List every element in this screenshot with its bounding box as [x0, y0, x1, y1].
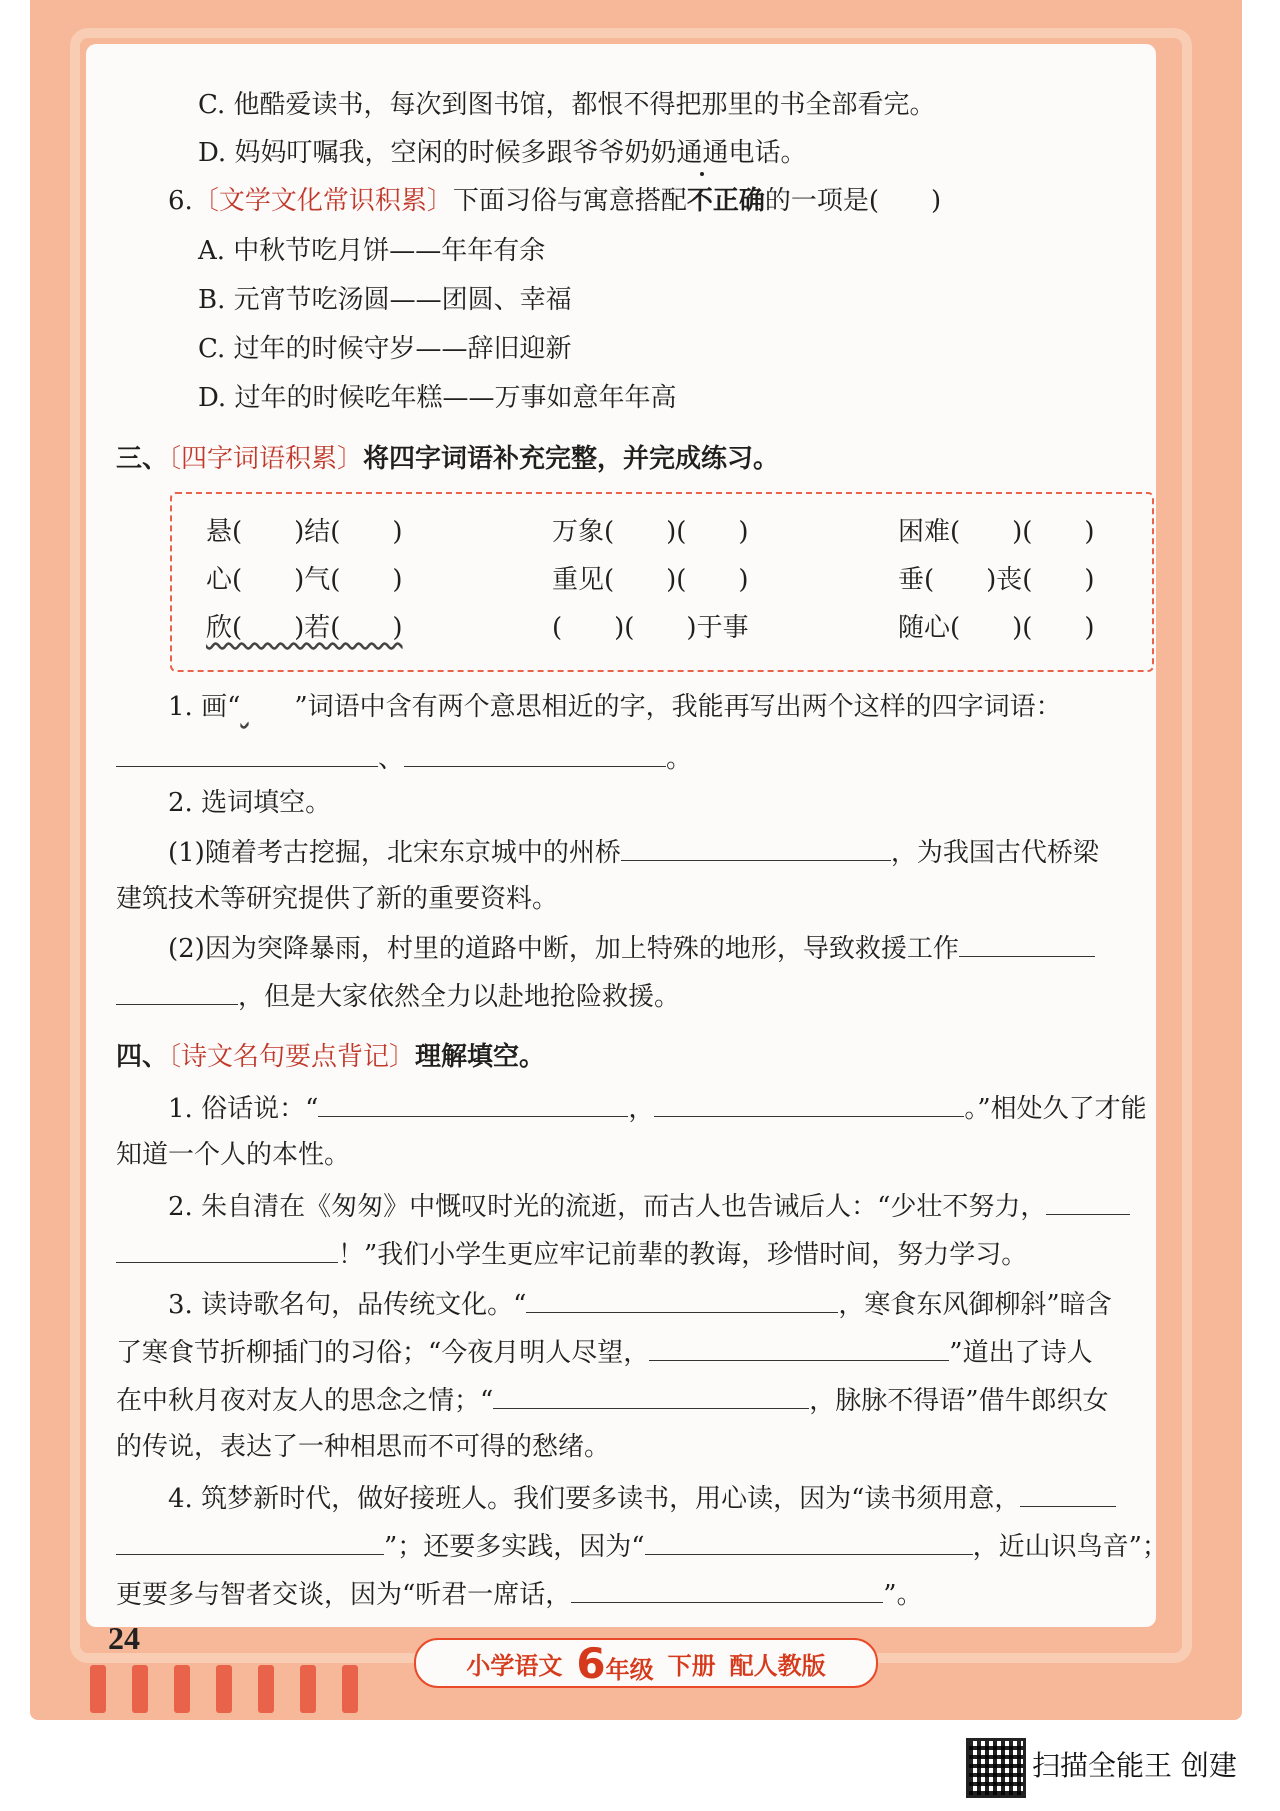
answer-blank-15[interactable] [645, 1528, 973, 1555]
section3-tag: 〔四字词语积累〕 [168, 444, 364, 474]
q6-stem [168, 184, 941, 218]
section4-q3-post: ，寒食东风御柳斜”暗含 [838, 1290, 1112, 1320]
section3-q1-end: 。 [666, 744, 693, 774]
q6-tag: 〔文学文化常识积累〕 [192, 186, 453, 216]
answer-blank-8[interactable] [1046, 1188, 1130, 1215]
idiom-2-3: 垂( )丧( ) [898, 565, 1095, 595]
section4-q3 [168, 1286, 1112, 1322]
section4-heading [116, 1040, 545, 1074]
section3-q1-answers [116, 740, 692, 776]
section3-q1-sep: 、 [378, 744, 405, 774]
series-grade-group [576, 1639, 653, 1688]
section4-q1-pre: 1. 俗话说：“ [168, 1094, 319, 1124]
section4-q3-line2 [116, 1334, 1093, 1370]
section4-q3-line3-pre: 在中秋月夜对友人的思念之情；“ [116, 1386, 494, 1416]
section3-q2-title: 2. 选词填空。 [168, 788, 332, 818]
section3-heading [116, 442, 779, 476]
answer-blank-3[interactable] [621, 834, 891, 861]
idiom-2-1: 心( )气( ) [206, 565, 403, 595]
section4-q4-line2-post: ，近山识鸟音”； [972, 1532, 1168, 1562]
idiom-3-1: 欣( )若( ) [206, 613, 403, 643]
section4-q2-text: 2. 朱自清在《匆匆》中慨叹时光的流逝，而古人也告诫后人：“少壮不努力， [168, 1192, 1047, 1222]
section3-num: 三、 [116, 444, 169, 474]
answer-blank-11[interactable] [649, 1334, 949, 1361]
idiom-1-3: 困难( )( ) [898, 517, 1095, 547]
section4-q3-line2-post: ”道出了诗人 [949, 1338, 1093, 1368]
binding-tab [90, 1665, 106, 1713]
q5-option-d-post: 电话。 [728, 138, 807, 168]
section3-q2-1-pre: (1)随着考古挖掘，北宋东京城中的州桥 [168, 838, 621, 868]
series-grade-number: 6 [576, 1638, 606, 1688]
section4-q1 [168, 1090, 1147, 1126]
section4-q4 [168, 1480, 1116, 1516]
section4-q4-line2-mid: ”；还要多实践，因为“ [384, 1532, 645, 1562]
section3-q2-2-cont [116, 978, 680, 1014]
answer-blank-6[interactable] [318, 1090, 628, 1117]
section3-q2-2-cont-text: ，但是大家依然全力以赴地抢险救援。 [238, 982, 681, 1012]
series-volume: 下册 [667, 1651, 716, 1680]
series-grade-label: 年级 [605, 1655, 654, 1684]
section4-q4-line3 [116, 1576, 923, 1612]
binding-tab [174, 1665, 190, 1713]
section4-q3-line4: 的传说，表达了一种相思而不可得的愁绪。 [116, 1432, 611, 1462]
q5-option-d-dotted: 通通 [676, 138, 729, 168]
answer-blank-12[interactable] [493, 1382, 809, 1409]
q5-option-c: C. 他酷爱读书，每次到图书馆，都恨不得把那里的书全部看完。 [198, 90, 936, 120]
binding-tab [300, 1665, 316, 1713]
section4-q2 [168, 1188, 1130, 1224]
section3-q1-pre: 1. 画“ [168, 692, 241, 722]
q5-option-d [198, 136, 806, 170]
section4-q3-line3-post: ，脉脉不得语”借牛郎织女 [809, 1386, 1109, 1416]
section3-q2-2-text: (2)因为突降暴雨，村里的道路中断，加上特殊的地形，导致救援工作 [168, 934, 959, 964]
section4-title: 理解填空。 [415, 1042, 546, 1072]
section4-q1-mid: ， [628, 1094, 655, 1124]
q6-option-c: C. 过年的时候守岁——辞旧迎新 [198, 334, 572, 364]
answer-blank-1[interactable] [116, 740, 378, 767]
q6-option-b: B. 元宵节吃汤圆——团圆、幸福 [198, 285, 572, 315]
answer-blank-13[interactable] [1020, 1480, 1116, 1507]
section4-q3-line2-pre: 了寒食节折柳插门的习俗；“今夜月明人尽望， [116, 1338, 650, 1368]
scanner-watermark: 扫描全能王 创建 [1032, 1749, 1237, 1782]
section4-q2-cont-text: ！”我们小学生更应牢记前辈的教诲，珍惜时间，努力学习。 [338, 1240, 1028, 1270]
answer-blank-4[interactable] [959, 930, 1095, 957]
q6-stem-post: 的一项是( ) [764, 186, 942, 216]
binding-tab [216, 1665, 232, 1713]
binding-tab [132, 1665, 148, 1713]
idiom-3-3: 随心( )( ) [898, 613, 1095, 643]
q6-num: 6. [168, 186, 193, 216]
section3-q2-1-cont: 建筑技术等研究提供了新的重要资料。 [116, 884, 559, 914]
idiom-2-2: 重见( )( ) [552, 565, 749, 595]
section4-q1-post: 。”相处久了才能 [964, 1094, 1147, 1124]
answer-blank-16[interactable] [571, 1576, 883, 1603]
q5-option-d-pre: D. 妈妈叮嘱我，空闲的时候多跟爷爷奶奶 [198, 138, 677, 168]
section4-q4-line2 [116, 1528, 1168, 1564]
section4-q4-text: 4. 筑梦新时代，做好接班人。我们要多读书，用心读，因为“读书须用意， [168, 1484, 1021, 1514]
answer-blank-5[interactable] [116, 978, 238, 1005]
qr-code-icon [966, 1738, 1026, 1798]
wavy-sample [240, 690, 294, 724]
section3-q2-1 [168, 834, 1099, 870]
section3-title: 将四字词语补充完整，并完成练习。 [363, 444, 780, 474]
section4-q4-line3-post: ”。 [883, 1580, 923, 1610]
binding-tab [258, 1665, 274, 1713]
answer-blank-10[interactable] [526, 1286, 838, 1313]
section4-q3-line3 [116, 1382, 1109, 1418]
page-number: 24 [108, 1620, 140, 1656]
section4-tag: 〔诗文名句要点背记〕 [168, 1042, 416, 1072]
answer-blank-14[interactable] [116, 1528, 384, 1555]
q6-stem-pre: 下面习俗与寓意搭配 [452, 186, 687, 216]
series-subject: 小学语文 [466, 1651, 563, 1680]
series-badge [414, 1638, 878, 1688]
section4-q1-cont: 知道一个人的本性。 [116, 1140, 351, 1170]
section3-q2-1-post: ，为我国古代桥梁 [890, 838, 1099, 868]
q6-option-a: A. 中秋节吃月饼——年年有余 [198, 236, 546, 266]
answer-blank-7[interactable] [654, 1090, 964, 1117]
q6-option-d: D. 过年的时候吃年糕——万事如意年年高 [198, 383, 677, 413]
section4-q3-pre: 3. 读诗歌名句，品传统文化。“ [168, 1290, 527, 1320]
idiom-1-1: 悬( )结( ) [206, 517, 403, 547]
answer-blank-9[interactable] [116, 1236, 338, 1263]
section4-q4-line3-pre: 更要多与智者交谈，因为“听君一席话， [116, 1580, 572, 1610]
q6-stem-bold: 不正确 [686, 186, 765, 216]
section3-q1-post: ”词语中含有两个意思相近的字，我能再写出两个这样的四字词语： [294, 692, 1062, 722]
section4-num: 四、 [116, 1042, 169, 1072]
series-edition: 配人教版 [729, 1651, 826, 1680]
idiom-1-2: 万象( )( ) [552, 517, 749, 547]
binding-tab [342, 1665, 358, 1713]
answer-blank-2[interactable] [404, 740, 666, 767]
idiom-3-2: ( )( )于事 [552, 613, 749, 643]
section4-q2-cont [116, 1236, 1027, 1272]
section3-q1 [168, 690, 1062, 724]
section3-q2-2 [168, 930, 1095, 966]
